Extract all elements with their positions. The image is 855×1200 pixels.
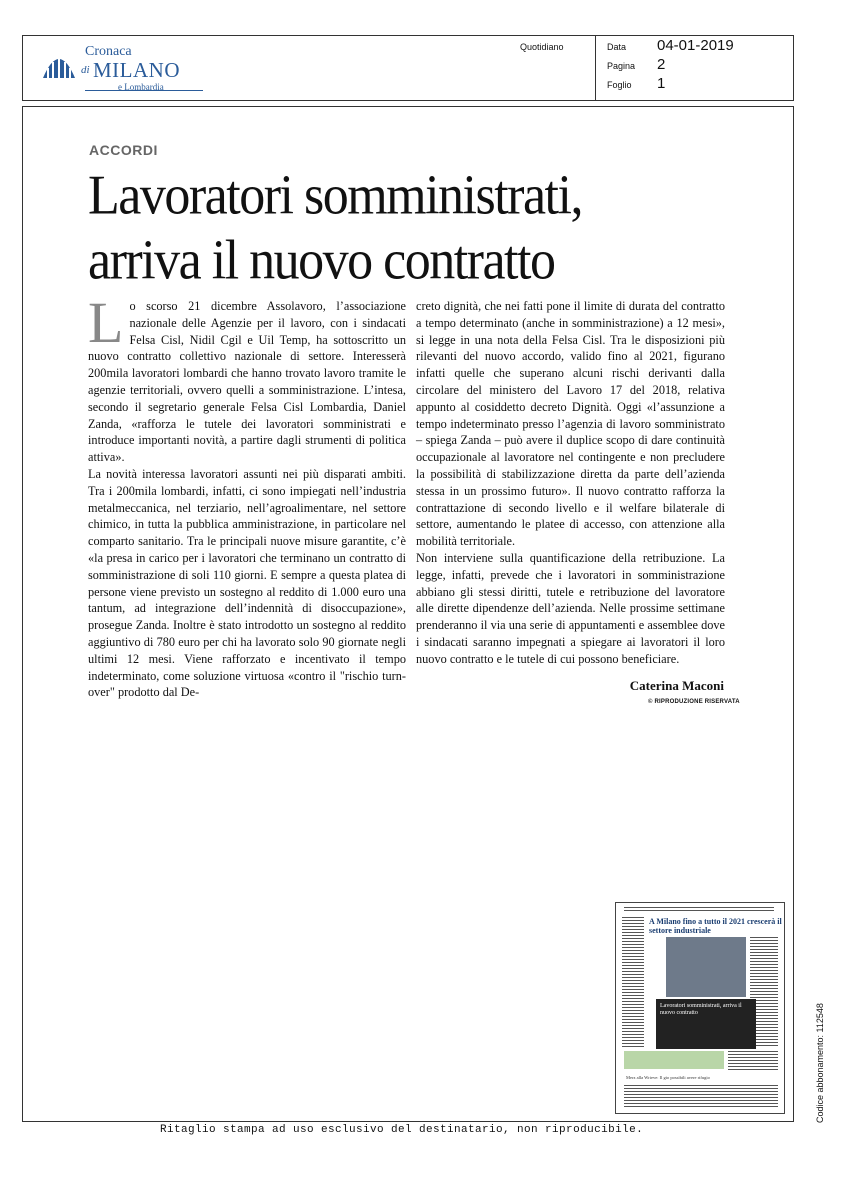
thumb-column [624,1085,778,1109]
thumb-masthead [624,907,774,913]
logo-word-milano: MILANO [93,58,180,82]
article-paragraph: La novità interessa lavoratori assunti nei più disparati ambiti. Tra i 200mila lombardi, infatti, ci sono impiegati nell’industria metalmeccanica, nel terziario, nell’agroalimentare, nel settore chimico, in tutta la pubblica amministrazione, in particolare nel comparto sanitario. Tra le principali nuove misure garantite, c’è «la presa in carico per i lavoratori che terminano un contratto di somministrazione di soli 110 giorni. E sempre a questa platea di persone viene previsto un sostegno al reddito di 1.000 euro una tantum, ad integrazione dell’indennità di disoccupazione», prosegue Zanda. Inoltre è stato introdotto un sostegno al reddito aggiuntivo di 780 euro per chi ha lavorato solo 90 giornate negli ultimi 12 mesi. Viene rafforzato e incentivato il tempo indeterminato, come soluzione virtuosa «contro il "rischio turn-over" prodotto dal De- [88,466,406,700]
article-paragraph: Non interviene sulla quantificazione della retribuzione. La legge, infatti, prevede che i lavoratori in somministrazione abbiano gli stessi diritti, tutele e retribuzione del lavoratore alle dirette dipendenze dell’azienda. Nelle prossime settimane prenderanno il via una serie di appuntamenti e assemblee dove i sindacati saranno impegnati a spiegare ai lavoratori il loro nuovo contratto e le tutele di cui possono beneficiare. [416,550,725,666]
headline-line-2: arriva il nuovo contratto [88,229,555,292]
logo-word-di: di [81,64,90,76]
thumb-headline: A Milano fino a tutto il 2021 crescerà il settore industriale [649,917,782,935]
logo-word-lombardia: e Lombardia [118,82,164,92]
meta-label-foglio: Foglio [607,80,632,90]
masthead-box [22,35,794,101]
meta-label-pagina: Pagina [607,61,636,71]
subscription-code: Codice abbonamento: 112548 [815,1003,825,1123]
meta-value-data: 04-01-2019 [657,37,734,54]
meta-value-foglio: 1 [657,75,666,92]
author-signature: Caterina Maconi [629,678,724,693]
meta-value-pagina: 2 [657,56,666,73]
thumb-column [728,1051,778,1071]
headline-line-1: Lavoratori somministrati, [88,165,582,227]
article-paragraph: creto dignità, che nei fatti pone il limite di durata del contratto a tempo determinato (anche in somministrazione) a 12 mesi», si legge in una nota della Felsa Cisl. Tra le disposizioni più rilevanti del nuovo accordo, valido fino al 2021, figurano infatti quelle che superano alcuni rischi derivanti dalla circolare del ministero del Lavoro 17 del 2018, relativa appunto al cosiddetto decreto Dignità. Oggi «l’assunzione a tempo indeterminato presso l’agenzia di lavoro somministrato – spiega Zanda – può avere il duplice scopo di dare continuità occupazionale al lavoratore nel contingente e non precludere la possibilità di stabilizzazione diretta da parte dell’azienda stessa in un prossimo futuro». Il nuovo contratto rafforza la contrattazione di secondo livello e il welfare bilaterale di settore, aumentando le platee di accesso, con attenzione alla mobilità territoriale. [416,299,725,549]
cathedral-logo-icon [39,46,79,80]
article-kicker: ACCORDI [89,142,158,158]
publication-type: Quotidiano [520,42,564,52]
thumb-footer-headline: Merz alla Wrieve: Il gio possibili avere rifugio [626,1075,710,1080]
article-headline [88,164,582,294]
thumb-article-title: Lavoratori somministrati, arriva il nuovo contratto [660,1003,742,1016]
article-paragraph [88,290,406,466]
thumb-green-box [624,1051,724,1069]
publication-logo [23,36,208,100]
meta-label-data: Data [607,42,627,52]
thumb-column [622,917,644,1047]
paragraph-text: o scorso 21 dicembre Assolavoro, l’associazione nazionale delle Agenzie per il lavoro, con i sindacati Felsa Cisl, Nidil Cgil e Uil Temp, ha sottoscritto un nuovo contratto collettivo nazionale di settore. Interesserà 200mila lavoratori lombardi che hanno trovato lavoro tramite le agenzie territoriali, ovvero quelli a somministrazione. L’intesa, secondo il segretario generale Felsa Cisl Lombardia, Daniel Zanda, «rafforza le tutele dei lavoratori somministrati e introduce importanti novità, a partire dagli strumenti di politica attiva». [88,299,406,465]
header-divider [595,36,596,100]
footer-disclaimer: Ritaglio stampa ad uso esclusivo del destinatario, non riproducibile. [160,1124,644,1136]
article-column-right [416,298,725,668]
logo-word-cronaca: Cronaca [85,44,132,59]
thumb-photo [666,937,746,997]
page-thumbnail [615,902,785,1114]
drop-cap: L [88,290,124,355]
copyright-notice: © RIPRODUZIONE RISERVATA [648,699,740,705]
article-column-left [88,290,406,701]
